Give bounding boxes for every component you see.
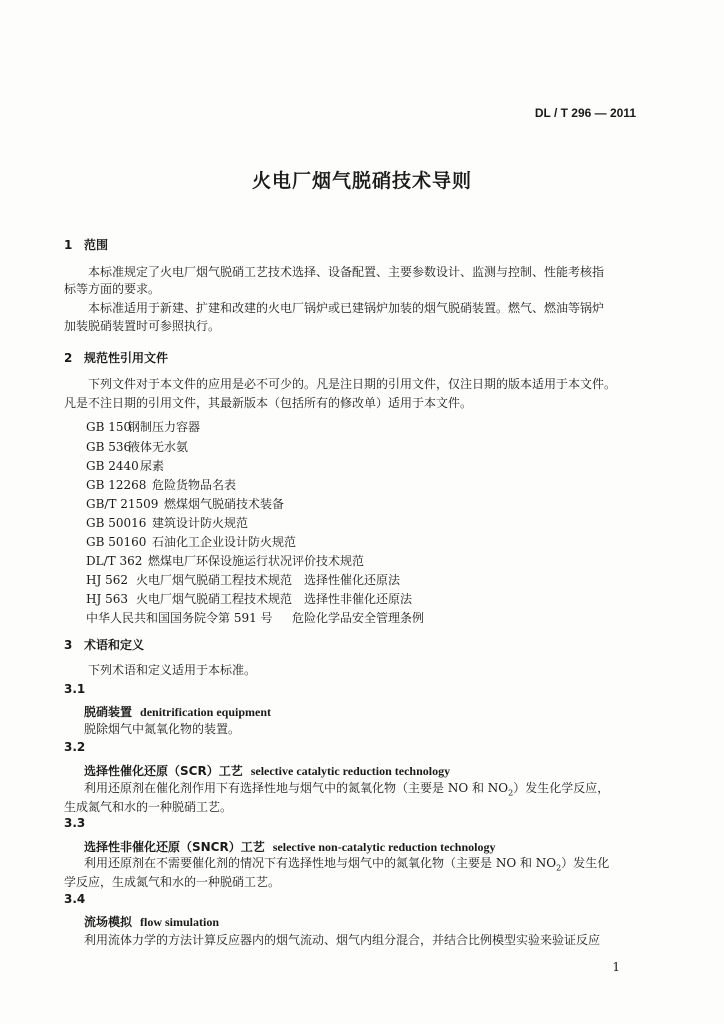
term-en: flow simulation (140, 915, 220, 929)
term-cn: 选择性非催化还原（SNCR）工艺 (84, 840, 265, 854)
term-en: selective catalytic reduction technology (250, 764, 451, 778)
document-title: 火电厂烟气脱硝技术导则 (251, 170, 472, 192)
paragraph-continuation: 加装脱硝装置时可参照执行。 (64, 319, 221, 333)
reference-item (86, 609, 424, 626)
reference-item (86, 418, 200, 435)
reference-name: 建筑设计防火规范 (152, 516, 249, 530)
reference-item (86, 438, 188, 455)
reference-item (86, 590, 412, 607)
reference-name: 燃煤电厂环保设施运行状况评价技术规范 (148, 554, 365, 568)
reference-code: GB 150 (86, 420, 132, 434)
reference-name: 危险化学品安全管理条例 (292, 611, 425, 625)
section-2-heading (64, 349, 168, 366)
page-number: 1 (612, 960, 620, 974)
section-3-heading (64, 636, 144, 653)
reference-name: 危险货物品名表 (152, 478, 237, 492)
term-number: 3.1 (64, 682, 86, 696)
term-definition-continuation: 学反应，生成氮气和水的一种脱硝工艺。 (64, 875, 281, 889)
section-title: 规范性引用文件 (84, 351, 169, 365)
reference-code: 中华人民共和国国务院令第 591 号 (86, 611, 273, 625)
standard-number: DL / T 296 — 2011 (534, 106, 636, 120)
term-number: 3.2 (64, 740, 86, 754)
reference-name: 石油化工企业设计防火规范 (152, 535, 297, 549)
reference-item (86, 495, 284, 512)
term-definition: 利用流体力学的方法计算反应器内的烟气流动、烟气内组分混合，并结合比例模型实验来验证反应 (84, 933, 601, 947)
term-heading (84, 762, 450, 779)
reference-code: GB/T 21509 (86, 497, 159, 511)
term-definition: 利用还原剂在催化剂作用下有选择性地与烟气中的氮氧化物（主要是 NO 和 $NO_2$）发生化学反应， (84, 781, 610, 798)
term-definition-continuation: 生成氮气和水的一种脱硝工艺。 (64, 800, 233, 814)
reference-item (86, 552, 364, 569)
reference-code: HJ 563 (86, 592, 128, 606)
reference-item (86, 571, 400, 588)
term-number: 3.4 (64, 892, 86, 906)
term-definition: 利用还原剂在不需要催化剂的情况下有选择性地与烟气中的氮氧化物（主要是 NO 和 $NO_2$）发生化 (84, 856, 610, 873)
section-title: 范围 (84, 238, 109, 252)
reference-item (86, 476, 236, 493)
term-en: selective non-catalytic reduction technology (272, 840, 496, 854)
reference-name: 钢制压力容器 (128, 420, 201, 434)
paragraph: 下列文件对于本文件的应用是必不可少的。凡是注日期的引用文件，仅注日期的版本适用于本文件。 (88, 377, 617, 391)
reference-code: DL/T 362 (86, 554, 143, 568)
term-cn: 流场模拟 (84, 915, 133, 929)
paragraph-continuation: 凡是不注日期的引用文件，其最新版本（包括所有的修改单）适用于本文件。 (64, 396, 473, 410)
reference-item (86, 514, 248, 531)
reference-name: 火电厂烟气脱硝工程技术规范 选择性非催化还原法 (136, 592, 413, 606)
section-title: 术语和定义 (84, 638, 145, 652)
paragraph: 本标准适用于新建、扩建和改建的火电厂锅炉或已建锅炉加装的烟气脱硝装置。燃气、燃油等锅炉 (88, 301, 605, 315)
term-definition: 脱除烟气中氮氧化物的装置。 (84, 722, 241, 736)
section-number: 2 (64, 351, 73, 365)
reference-name: 火电厂烟气脱硝工程技术规范 选择性催化还原法 (136, 573, 401, 587)
reference-item (86, 533, 296, 550)
paragraph: 下列术语和定义适用于本标准。 (88, 663, 257, 677)
reference-code: GB 536 (86, 440, 132, 454)
term-number: 3.3 (64, 816, 86, 830)
paragraph-continuation: 标等方面的要求。 (64, 282, 161, 296)
reference-code: HJ 562 (86, 573, 128, 587)
reference-code: GB 50016 (86, 516, 147, 530)
reference-code: GB 12268 (86, 478, 147, 492)
term-en: denitrification equipment (140, 705, 272, 719)
section-number: 1 (64, 238, 73, 252)
reference-code: GB 2440 (86, 459, 139, 473)
term-heading (84, 703, 271, 720)
reference-name: 燃煤烟气脱硝技术装备 (164, 497, 285, 511)
section-number: 3 (64, 638, 73, 652)
term-cn: 脱硝装置 (84, 705, 133, 719)
reference-name: 尿素 (140, 459, 165, 473)
term-heading (84, 913, 219, 930)
paragraph: 本标准规定了火电厂烟气脱硝工艺技术选择、设备配置、主要参数设计、监测与控制、性能考核指 (88, 265, 605, 279)
section-1-heading (64, 236, 108, 253)
reference-name: 液体无水氨 (128, 440, 189, 454)
reference-code: GB 50160 (86, 535, 147, 549)
reference-item (86, 457, 164, 474)
term-cn: 选择性催化还原（SCR）工艺 (84, 764, 243, 778)
